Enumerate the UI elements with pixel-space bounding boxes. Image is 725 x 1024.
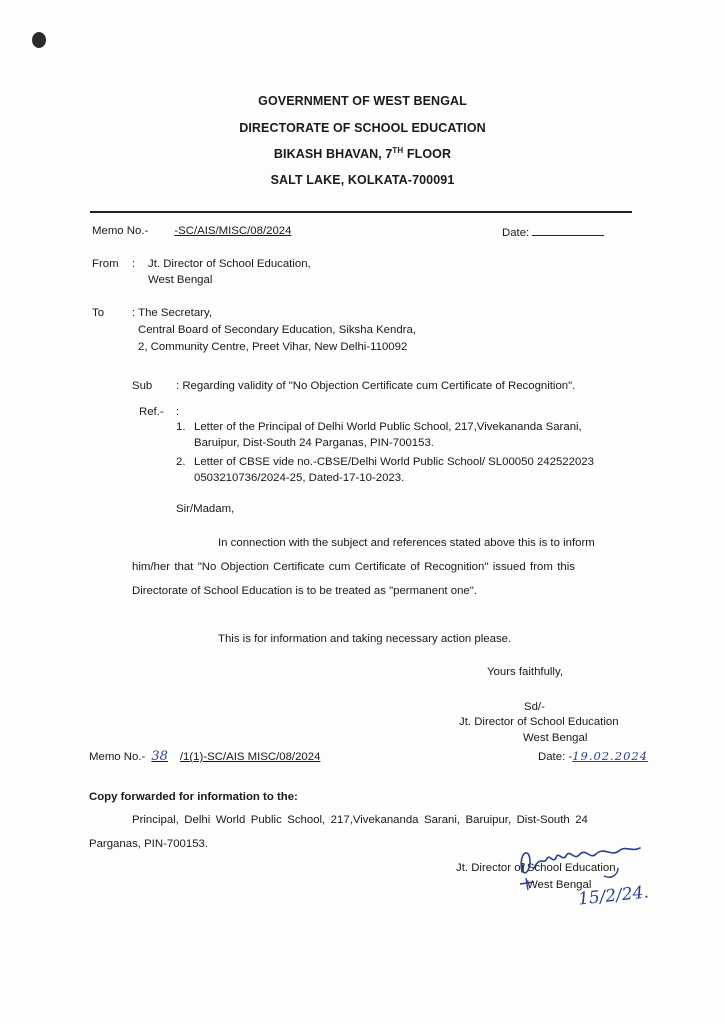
ref-item-2 [176, 456, 594, 468]
memo-line [92, 225, 297, 237]
ref-item-1-num: 1. [176, 421, 186, 433]
salutation: Sir/Madam, [176, 503, 235, 515]
from-colon: : [132, 258, 136, 270]
closing-region: West Bengal [523, 732, 588, 744]
to-label: To [92, 307, 105, 319]
body-p1-line2: him/her that "No Objection Certificate cum Certificate of Recognition" issued from this [132, 561, 575, 573]
memo2-number-field [145, 751, 328, 763]
ref-item-2-num: 2. [176, 456, 186, 468]
copy-line2: Parganas, PIN-700153. [89, 838, 209, 850]
signature-handwritten-date: 15/2/24. [577, 882, 650, 910]
subject-text: : Regarding validity of "No Objection Certificate cum Certificate of Recognition". [176, 380, 576, 392]
ref-item-1-line2: Baruipur, Dist-South 24 Parganas, PIN-700153. [194, 437, 434, 449]
memo-number: -SC/AIS/MISC/08/2024 [174, 225, 292, 237]
header-building-text: BIKASH BHAVAN, 7 [273, 147, 393, 162]
from-line2: West Bengal [148, 274, 213, 286]
memo2-line [89, 749, 328, 764]
signature-title: Jt. Director of School Education [456, 862, 616, 874]
copy-line1: Principal, Delhi World Public School, 217,Vivekananda Sarani, Baruipur, Dist-South 24 [132, 814, 588, 826]
header-directorate: DIRECTORATE OF SCHOOL EDUCATION [239, 121, 486, 135]
memo2-date-label: Date: - [538, 751, 573, 763]
from-label: From [92, 258, 119, 270]
memo-date-blank [532, 225, 604, 236]
ref-item-2-line1: Letter of CBSE vide no.-CBSE/Delhi World Public School/ SL00050 242522023 [194, 456, 594, 468]
header-address-building [0, 146, 725, 161]
punch-hole-mark [32, 32, 46, 48]
ref-item-1-line1: Letter of the Principal of Delhi World Public School, 217,Vivekananda Sarani, [194, 421, 582, 433]
memo-date [502, 225, 604, 239]
header-city: SALT LAKE, KOLKATA-700091 [270, 173, 455, 187]
memo2-handwritten-no: 38 [151, 749, 168, 764]
copy-heading: Copy forwarded for information to the: [89, 791, 298, 803]
subject-label: Sub [132, 380, 153, 392]
handwritten-signature [500, 834, 690, 934]
closing-title: Jt. Director of School Education [459, 716, 619, 728]
memo2-label: Memo No.- [89, 751, 146, 763]
to-line3: 2, Community Centre, Preet Vihar, New Delhi-110092 [138, 341, 408, 353]
ref-item-1 [176, 421, 582, 433]
header-government: GOVERNMENT OF WEST BENGAL [258, 94, 467, 108]
closing-yours: Yours faithfully, [487, 666, 563, 678]
header-divider [90, 211, 632, 213]
to-line1: : The Secretary, [132, 307, 212, 319]
ref-label: Ref.- [139, 406, 164, 418]
memo2-date [538, 749, 648, 763]
ref-item-2-line2: 0503210736/2024-25, Dated-17-10-2023. [194, 472, 405, 484]
to-line2: Central Board of Secondary Education, Siksha Kendra, [138, 324, 416, 336]
signature-region: West Bengal [527, 879, 592, 891]
memo2-handwritten-date: 19.02.2024 [572, 749, 649, 763]
body-p1-line3: Directorate of School Education is to be treated as "permanent one". [132, 585, 477, 597]
header-floor-sup: TH [392, 146, 404, 155]
body-p1-line1: In connection with the subject and references stated above this is to inform [218, 537, 595, 549]
body-p2: This is for information and taking necessary action please. [218, 633, 512, 645]
closing-sd: Sd/- [524, 701, 545, 713]
memo-label: Memo No.- [92, 225, 149, 237]
header-floor-text: FLOOR [403, 147, 452, 162]
memo-date-label: Date: [502, 227, 530, 239]
memo2-number: /1(1)-SC/AIS MISC/08/2024 [179, 751, 321, 763]
from-line1: Jt. Director of School Education, [148, 258, 311, 270]
ref-colon: : [176, 406, 180, 418]
